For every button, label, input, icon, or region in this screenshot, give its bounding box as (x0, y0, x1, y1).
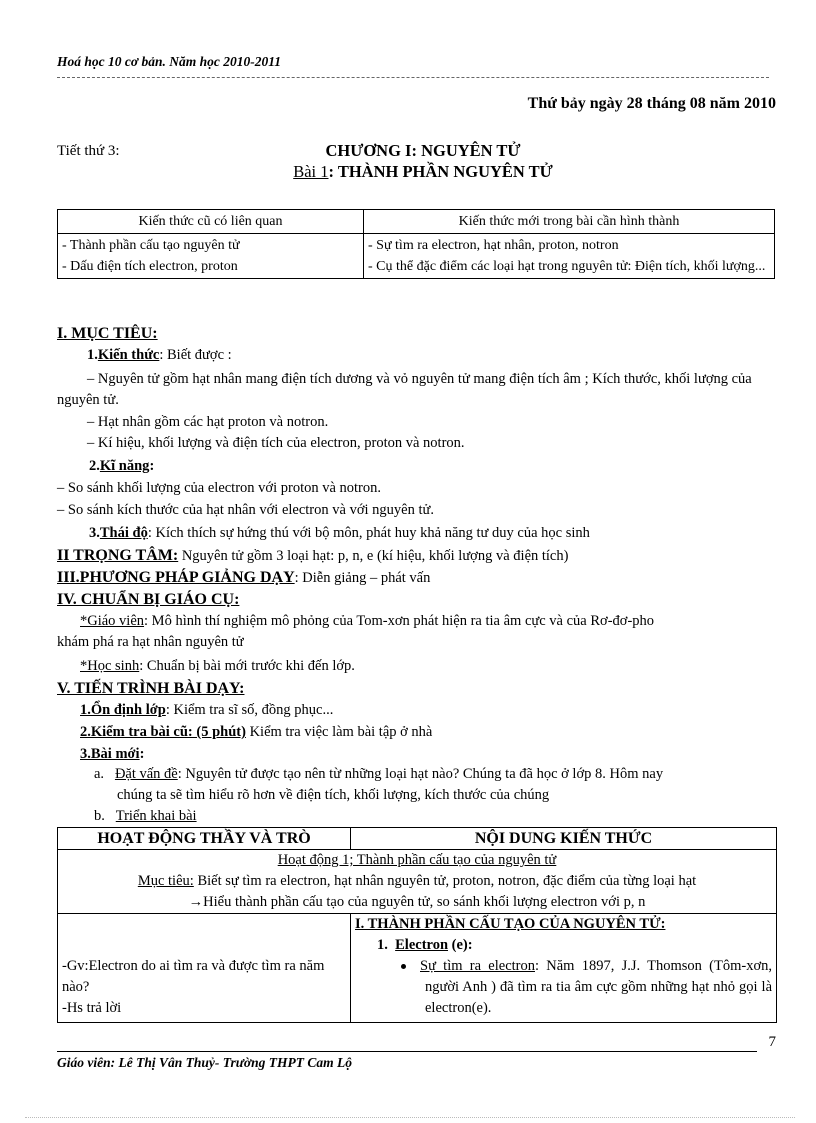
lesson-title (0, 162, 816, 182)
activity-table (57, 827, 777, 1023)
objective-skills: 2.Kĩ năng: (89, 458, 155, 474)
procedure-step-3a: a. Đặt vấn đề: Nguyên tử được tạo nên từ những loại hạt nào? Chúng ta đã học ở lớp 8. Hôm nay (94, 766, 664, 782)
knowledge-table (57, 209, 775, 279)
procedure-step-3: 3.Bài mới: (80, 746, 145, 762)
lesson-name: : THÀNH PHẦN NGUYÊN TỬ (328, 162, 553, 181)
bullet-icon (401, 964, 406, 969)
teacher-question: -Gv:Electron do ai tìm ra và được tìm ra năm nào? (62, 958, 325, 995)
procedure-step-2: 2.Kiểm tra bài cũ: (5 phút) Kiểm tra việc làm bài tập ở nhà (80, 724, 433, 740)
preparation-student: *Học sinh: Chuẩn bị bài mới trước khi đến lớp. (80, 658, 355, 674)
footer-divider (57, 1051, 757, 1052)
period-label: Tiết thứ 3: (57, 143, 120, 159)
content-bullet: Sự tìm ra electron: Năm 1897, J.J. Thomson (Tôm-xơn, người Anh ) đã tìm ra tia âm cực gồm những hạt nhỏ gọi là electron(e). (355, 956, 772, 1019)
procedure-step-3b: b. Triển khai bài (94, 808, 197, 824)
knowledge-new-item: - Cụ thể đặc điểm các loại hạt trong nguyên tử: Điện tích, khối lượng... (368, 259, 766, 274)
content-subheading: 1. Electron (e): (377, 937, 473, 953)
knowledge-old-item: - Dấu điện tích electron, proton (62, 259, 238, 274)
activity-col-content: NỘI DUNG KIẾN THỨC (351, 828, 777, 850)
activity-1-goal-cont: →Hiểu thành phần cấu tạo của nguyên tử, so sánh khối lượng electron với p, n (188, 894, 646, 910)
preparation-teacher-cont: khám phá ra hạt nhân nguyên tử (57, 634, 244, 650)
knowledge-old-item: - Thành phần cấu tạo nguyên tử (62, 238, 240, 253)
activity-1-content-cell (351, 914, 777, 1023)
activity-1-teacher-cell (58, 914, 351, 1023)
objective-knowledge-item: – Nguyên tử gồm hạt nhân mang điện tích dương và vỏ nguyên tử mang điện tích âm ; Kích thước, khối lượng của nguyên tử. (57, 371, 752, 408)
page-header: Hoá học 10 cơ bản. Năm học 2010-2011 (57, 54, 281, 69)
knowledge-old-cell (58, 234, 364, 279)
section-focus: II TRỌNG TÂM: Nguyên tử gồm 3 loại hạt: p, n, e (kí hiệu, khối lượng và điện tích) (57, 547, 569, 564)
chapter-title: CHƯƠNG I: NGUYÊN TỬ (325, 141, 521, 160)
objective-skill-item: – So sánh kích thước của hạt nhân với electron và với nguyên tử. (57, 502, 434, 518)
section-procedure-title: V. TIẾN TRÌNH BÀI DẠY: (57, 680, 245, 697)
activity-1-goal: Mục tiêu: Biết sự tìm ra electron, hạt nhân nguyên tử, proton, notron, đặc điểm của từng loại hạt (137, 873, 697, 889)
lesson-date: Thứ bảy ngày 28 tháng 08 năm 2010 (527, 95, 776, 112)
knowledge-header-new: Kiến thức mới trong bài cần hình thành (364, 210, 775, 234)
activity-1-header (58, 850, 777, 914)
procedure-step-1: 1.Ổn định lớp: Kiểm tra sĩ số, đồng phục... (80, 702, 334, 718)
objective-knowledge-item: – Kí hiệu, khối lượng và điện tích của electron, proton và notron. (87, 435, 465, 451)
knowledge-new-item: - Sự tìm ra electron, hạt nhân, proton, notron (368, 238, 619, 253)
activity-col-teacher: HOẠT ĐỘNG THẦY VÀ TRÒ (58, 828, 351, 850)
student-answer: -Hs trả lời (62, 1000, 122, 1016)
page-bottom-edge (25, 1117, 795, 1118)
knowledge-new-cell (364, 234, 775, 279)
section-methods: III.PHƯƠNG PHÁP GIẢNG DẠY: Diễn giảng – phát vấn (57, 569, 431, 586)
header-divider (57, 77, 769, 78)
preparation-teacher: *Giáo viên: Mô hình thí nghiệm mô phỏng của Tom-xơn phát hiện ra tia âm cực và của Rơ-đơ-pho (80, 613, 655, 629)
activity-1-title: Hoạt động 1; Thành phần cấu tạo của nguyên tử (277, 852, 557, 868)
objective-attitude: 3.Thái độ: Kích thích sự hứng thú với bộ môn, phát huy khả năng tư duy của học sinh (89, 525, 590, 541)
procedure-step-3a-cont: chúng ta sẽ tìm hiểu rõ hơn về điện tích, khối lượng, kích thước của chúng (117, 787, 550, 803)
objective-knowledge-item: – Hạt nhân gồm các hạt proton và notron. (87, 414, 329, 430)
section-preparation-title: IV. CHUẨN BỊ GIÁO CỤ: (57, 591, 240, 608)
page-footer: Giáo viên: Lê Thị Vân Thuỷ- Trường THPT Cam Lộ (57, 1055, 352, 1070)
content-heading: I. THÀNH PHẦN CẤU TẠO CỦA NGUYÊN TỬ: (355, 916, 666, 932)
section-objectives-title: I. MỤC TIÊU: (57, 325, 158, 342)
objective-knowledge: 1.Kiến thức: Biết được : (87, 347, 232, 363)
objective-skill-item: – So sánh khối lượng của electron với proton và notron. (57, 480, 382, 496)
page-number: 7 (768, 1034, 776, 1050)
knowledge-header-old: Kiến thức cũ có liên quan (58, 210, 364, 234)
lesson-prefix: Bài 1 (293, 162, 329, 181)
